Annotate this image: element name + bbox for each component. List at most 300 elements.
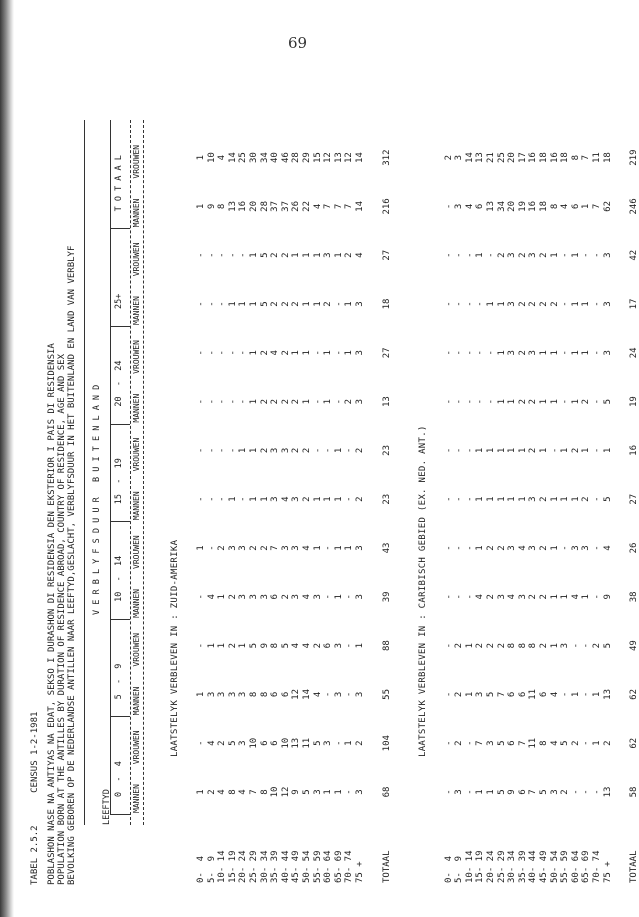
table-cell: 6 bbox=[517, 789, 528, 795]
table-cell: 8 bbox=[570, 154, 581, 161]
header-rule-mid bbox=[110, 120, 111, 815]
table-cell: 2 bbox=[291, 447, 302, 454]
table-cell: 4 bbox=[549, 740, 560, 746]
table-cell: - bbox=[196, 594, 206, 600]
table-cell: 5 bbox=[539, 789, 549, 795]
table-cell: - bbox=[464, 350, 475, 356]
table-cell: 1 bbox=[344, 740, 355, 746]
table-cell: - bbox=[312, 350, 323, 356]
table-cell: - bbox=[454, 301, 465, 307]
table-cell: - bbox=[196, 496, 206, 502]
row-age-label: 25- 29 bbox=[496, 850, 507, 883]
table-cell: 1 bbox=[507, 496, 518, 502]
table-cell: 1 bbox=[344, 301, 355, 307]
table-cell: 1 bbox=[549, 594, 560, 600]
table-cell: 1 bbox=[475, 789, 486, 795]
table-cell: 1 bbox=[302, 398, 312, 405]
table-cell: 4 bbox=[507, 594, 518, 600]
row-age-label: 35- 39 bbox=[270, 850, 281, 883]
table-cell: - bbox=[592, 350, 602, 356]
row-age-label: 15- 19 bbox=[475, 850, 486, 883]
row-age-label: 70- 74 bbox=[592, 850, 602, 883]
row-age-label: 70- 74 bbox=[344, 850, 355, 883]
table-cell: 2 bbox=[549, 301, 560, 307]
row-age-label: 30- 34 bbox=[259, 850, 270, 883]
table-cell: 18 bbox=[560, 152, 571, 164]
table-cell: 3 bbox=[486, 740, 496, 746]
table-cell: 1 bbox=[486, 496, 496, 502]
table-cell: 13 bbox=[475, 152, 486, 164]
table-cell: - bbox=[443, 642, 454, 649]
table-cell: - bbox=[217, 447, 228, 454]
table-cell: 1 bbox=[570, 398, 581, 405]
table-cell: 1 bbox=[259, 496, 270, 502]
table-cell-total: 216 bbox=[381, 198, 392, 215]
row-age-label: 20- 24 bbox=[238, 850, 249, 883]
table-cell: 2 bbox=[355, 740, 365, 746]
table-cell: 2 bbox=[539, 642, 549, 649]
table-cell: 1 bbox=[227, 301, 238, 307]
table-cell: 1 bbox=[517, 447, 528, 454]
table-cell: - bbox=[464, 789, 475, 795]
table-cell: 5 bbox=[602, 496, 613, 502]
table-cell-total: 55 bbox=[381, 688, 392, 700]
table-cell: 8 bbox=[539, 740, 549, 746]
table-cell: - bbox=[312, 398, 323, 405]
table-cell: 1 bbox=[560, 447, 571, 454]
table-cell: - bbox=[549, 447, 560, 454]
table-cell: 26 bbox=[291, 200, 302, 212]
table-cell: 1 bbox=[249, 496, 259, 502]
table-cell: 17 bbox=[517, 152, 528, 164]
table-cell: 2 bbox=[496, 642, 507, 649]
table-cell: 3 bbox=[454, 789, 465, 795]
table-cell: 8 bbox=[259, 691, 270, 698]
table-cell: - bbox=[217, 398, 228, 405]
table-cell: 1 bbox=[570, 496, 581, 502]
table-cell: - bbox=[454, 545, 465, 551]
table-cell: 2 bbox=[355, 496, 365, 502]
row-age-label: 55- 59 bbox=[312, 850, 323, 883]
table-cell: 16 bbox=[238, 200, 249, 212]
table-cell: 3 bbox=[507, 301, 518, 307]
table-cell-total: 26 bbox=[629, 542, 639, 554]
table-cell: 2 bbox=[539, 496, 549, 502]
table-cell: 2 bbox=[270, 252, 281, 258]
table-cell: 4 bbox=[464, 203, 475, 210]
table-cell: 2 bbox=[539, 301, 549, 307]
table-cell: 1 bbox=[486, 447, 496, 454]
row-age-label: 20- 24 bbox=[486, 850, 496, 883]
table-cell: - bbox=[592, 398, 602, 405]
table-cell: - bbox=[323, 691, 334, 698]
table-cell: 8 bbox=[528, 642, 539, 649]
table-id: TABEL 2.5.2 bbox=[30, 825, 40, 885]
table-cell: 1 bbox=[333, 252, 344, 258]
table-cell: - bbox=[454, 496, 465, 502]
table-cell: 3 bbox=[454, 154, 465, 161]
row-age-label: 50- 54 bbox=[302, 850, 312, 883]
table-cell: 4 bbox=[206, 594, 217, 600]
table-cell: 4 bbox=[291, 642, 302, 649]
title-dutch: BEVOLKING GEBOREN OP DE NEDERLANDSE ANTILLEN NAAR LEEFTYD,GESLACHT, VERBLYFSDUUR IN HET BUITENLAND EN LAND VAN VERBLYF bbox=[67, 245, 77, 885]
row-age-label: 10- 14 bbox=[464, 850, 475, 883]
table-heading bbox=[30, 712, 40, 885]
table-cell: - bbox=[344, 447, 355, 454]
table-cell: - bbox=[454, 594, 465, 600]
table-cell: 10 bbox=[280, 737, 291, 749]
table-cell-total: 49 bbox=[629, 640, 639, 652]
table-cell: - bbox=[196, 350, 206, 356]
row-age-label: 0- 4 bbox=[196, 855, 206, 883]
table-cell: - bbox=[592, 496, 602, 502]
table-cell-total: 19 bbox=[629, 396, 639, 408]
table-cell: 5 bbox=[496, 789, 507, 795]
table-cell: 12 bbox=[291, 688, 302, 700]
table-cell: 1 bbox=[581, 447, 592, 454]
table-cell: 3 bbox=[355, 398, 365, 405]
table-cell: 3 bbox=[528, 545, 539, 551]
row-age-label: 5- 9 bbox=[206, 855, 217, 883]
table-cell: 6 bbox=[270, 594, 281, 600]
table-cell: - bbox=[323, 447, 334, 454]
table-cell: 2 bbox=[291, 301, 302, 307]
table-cell: - bbox=[443, 691, 454, 698]
table-cell: 10 bbox=[206, 152, 217, 164]
table-cell: 3 bbox=[227, 691, 238, 698]
page-number: 69 bbox=[288, 34, 308, 52]
vrouwen-header: VROUWEN bbox=[132, 340, 141, 374]
table-cell: 13 bbox=[333, 152, 344, 164]
table-cell: 8 bbox=[507, 642, 518, 649]
row-age-label: 30- 34 bbox=[507, 850, 518, 883]
table-cell: 13 bbox=[602, 688, 613, 700]
census-label: CENSUS 1-2-1981 bbox=[30, 711, 40, 793]
table-cell: 4 bbox=[280, 496, 291, 502]
table-cell: 8 bbox=[549, 203, 560, 210]
table-cell: 1 bbox=[249, 447, 259, 454]
group-divider bbox=[110, 424, 130, 425]
table-cell: - bbox=[344, 642, 355, 649]
table-cell: 62 bbox=[602, 200, 613, 212]
table-cell: 4 bbox=[302, 642, 312, 649]
table-cell: 9 bbox=[507, 789, 518, 795]
table-cell-total: 68 bbox=[381, 786, 392, 798]
table-cell: 1 bbox=[475, 496, 486, 502]
table-cell: - bbox=[592, 545, 602, 551]
table-cell: 1 bbox=[581, 350, 592, 356]
table-cell: 29 bbox=[302, 152, 312, 164]
table-cell: 1 bbox=[249, 398, 259, 405]
table-cell: 1 bbox=[486, 789, 496, 795]
title-papiamentu: POBLASHON NASE NA ANTIYAS NA EDAT, SEKSO I DURASHON DI RESIDENSIA DEN EKSTERIOR I PAIS DI RESIDENSIA bbox=[47, 343, 57, 885]
table-cell: 3 bbox=[560, 642, 571, 649]
section-label: LAATSTELYK VERBLEVEN IN : CARIBISCH GEBIED (EX. NED. ANT.) bbox=[417, 425, 428, 757]
table-cell-total: 27 bbox=[381, 347, 392, 359]
table-cell: 9 bbox=[602, 594, 613, 600]
table-cell: - bbox=[333, 398, 344, 405]
table-cell: - bbox=[486, 398, 496, 405]
table-cell: 4 bbox=[312, 691, 323, 698]
table-cell-total: 88 bbox=[381, 640, 392, 652]
table-cell: 5 bbox=[312, 740, 323, 746]
row-age-label: 55- 59 bbox=[560, 850, 571, 883]
table-cell: 2 bbox=[581, 496, 592, 502]
table-cell: - bbox=[206, 301, 217, 307]
table-cell: 3 bbox=[270, 496, 281, 502]
table-cell: - bbox=[196, 447, 206, 454]
table-cell: 1 bbox=[291, 350, 302, 356]
group-divider bbox=[110, 228, 130, 229]
table-cell: 1 bbox=[196, 203, 206, 210]
table-cell: 3 bbox=[291, 545, 302, 551]
table-cell: 5 bbox=[227, 740, 238, 746]
group-divider bbox=[110, 521, 130, 522]
table-cell: 20 bbox=[249, 200, 259, 212]
table-cell: 2 bbox=[259, 447, 270, 454]
table-cell: - bbox=[238, 398, 249, 405]
table-cell: 18 bbox=[539, 152, 549, 164]
table-cell: 1 bbox=[217, 642, 228, 649]
table-cell: 2 bbox=[602, 740, 613, 746]
vrouwen-header: VROUWEN bbox=[132, 437, 141, 472]
table-cell: - bbox=[217, 252, 228, 258]
table-cell: - bbox=[560, 301, 571, 307]
table-cell: 1 bbox=[196, 154, 206, 161]
table-cell: 1 bbox=[570, 691, 581, 698]
table-cell: - bbox=[475, 301, 486, 307]
table-cell: 16 bbox=[528, 152, 539, 164]
table-cell: 2 bbox=[249, 545, 259, 551]
table-cell: 20 bbox=[507, 152, 518, 164]
table-cell: 5 bbox=[602, 398, 613, 405]
table-cell-total: 16 bbox=[629, 444, 639, 456]
table-cell-total: 219 bbox=[629, 149, 639, 166]
row-age-label: 35- 39 bbox=[517, 850, 528, 883]
table-cell: 1 bbox=[496, 398, 507, 405]
table-cell: 7 bbox=[475, 740, 486, 746]
table-cell: 1 bbox=[333, 545, 344, 551]
table-cell: - bbox=[581, 740, 592, 746]
table-cell: 1 bbox=[323, 350, 334, 356]
table-cell: 1 bbox=[549, 545, 560, 551]
table-cell: - bbox=[581, 691, 592, 698]
table-cell: - bbox=[196, 642, 206, 649]
table-cell: 2 bbox=[344, 398, 355, 405]
row-age-label: 45- 49 bbox=[539, 850, 549, 883]
table-cell: 2 bbox=[581, 398, 592, 405]
row-total-label: TOTAAL bbox=[629, 850, 639, 883]
row-age-label: 40- 44 bbox=[528, 850, 539, 883]
table-cell: 3 bbox=[227, 545, 238, 551]
table-cell: 4 bbox=[302, 594, 312, 600]
table-cell: 1 bbox=[549, 252, 560, 258]
table-cell: - bbox=[570, 642, 581, 649]
table-cell: 2 bbox=[280, 398, 291, 405]
table-cell: 7 bbox=[333, 203, 344, 210]
table-cell: 1 bbox=[333, 496, 344, 502]
table-cell: 6 bbox=[507, 740, 518, 746]
table-cell: 1 bbox=[496, 301, 507, 307]
row-age-label: 60- 64 bbox=[323, 850, 334, 883]
table-cell: - bbox=[454, 447, 465, 454]
table-cell: 2 bbox=[280, 594, 291, 600]
table-cell: 2 bbox=[280, 350, 291, 356]
table-cell: 20 bbox=[507, 200, 518, 212]
table-cell: 3 bbox=[280, 545, 291, 551]
row-age-label: 40- 44 bbox=[280, 850, 291, 883]
table-cell: 2 bbox=[517, 350, 528, 356]
table-cell: 6 bbox=[507, 691, 518, 698]
table-cell: 3 bbox=[238, 691, 249, 698]
table-cell: 2 bbox=[570, 740, 581, 746]
table-cell: 3 bbox=[333, 691, 344, 698]
group-label: 5 - 9 bbox=[114, 663, 124, 700]
table-cell: 12 bbox=[280, 786, 291, 798]
group-divider bbox=[110, 619, 130, 620]
table-cell: 15 bbox=[312, 152, 323, 164]
table-cell: - bbox=[206, 350, 217, 356]
table-cell: 7 bbox=[249, 789, 259, 795]
table-cell: - bbox=[206, 398, 217, 405]
table-cell: 2 bbox=[270, 301, 281, 307]
table-cell: 1 bbox=[196, 545, 206, 551]
table-cell: 1 bbox=[333, 594, 344, 600]
table-cell: - bbox=[464, 594, 475, 600]
table-cell: 8 bbox=[270, 642, 281, 649]
table-cell: 2 bbox=[259, 350, 270, 356]
table-cell: 3 bbox=[475, 691, 486, 698]
table-cell: 8 bbox=[217, 203, 228, 210]
row-age-label: 50- 54 bbox=[549, 850, 560, 883]
mannen-header: MANNEN bbox=[132, 198, 141, 228]
table-cell: 2 bbox=[454, 740, 465, 746]
table-cell: 2 bbox=[217, 740, 228, 746]
table-cell: 2 bbox=[323, 301, 334, 307]
row-age-label: 65- 69 bbox=[333, 850, 344, 883]
table-cell: - bbox=[443, 203, 454, 210]
table-cell-total: 23 bbox=[381, 444, 392, 456]
mannen-header: MANNEN bbox=[132, 491, 141, 521]
table-cell: 10 bbox=[270, 786, 281, 798]
table-cell: 1 bbox=[581, 203, 592, 210]
table-cell: 1 bbox=[323, 398, 334, 405]
table-cell: 1 bbox=[323, 496, 334, 502]
verblyfsduur-header: V E R B L Y F S D U U R B U I T E N L A N D bbox=[92, 384, 102, 615]
table-cell: - bbox=[196, 301, 206, 307]
table-cell: 3 bbox=[581, 545, 592, 551]
table-cell: 1 bbox=[291, 252, 302, 258]
table-cell: - bbox=[443, 252, 454, 258]
leeftyd-header: LEEFTYD bbox=[102, 789, 112, 825]
table-cell: 5 bbox=[302, 789, 312, 795]
table-cell: - bbox=[333, 740, 344, 746]
table-cell: - bbox=[454, 252, 465, 258]
table-cell: 14 bbox=[355, 200, 365, 212]
header-rule-top bbox=[84, 120, 85, 825]
table-cell: - bbox=[443, 447, 454, 454]
table-cell: 1 bbox=[249, 301, 259, 307]
table-cell: 3 bbox=[217, 691, 228, 698]
table-cell: - bbox=[443, 398, 454, 405]
table-cell: 1 bbox=[517, 496, 528, 502]
table-cell: 1 bbox=[486, 301, 496, 307]
table-cell: 1 bbox=[560, 496, 571, 502]
table-cell: 2 bbox=[560, 789, 571, 795]
table-cell: 1 bbox=[249, 252, 259, 258]
table-cell: 6 bbox=[323, 642, 334, 649]
table-cell: 1 bbox=[539, 447, 549, 454]
table-cell: 8 bbox=[227, 789, 238, 795]
table-cell: 2 bbox=[539, 252, 549, 258]
table-cell: 1 bbox=[227, 496, 238, 502]
table-cell: 2 bbox=[355, 447, 365, 454]
table-cell: 14 bbox=[464, 152, 475, 164]
table-cell: 11 bbox=[528, 737, 539, 749]
table-cell: 1 bbox=[196, 691, 206, 698]
mannen-header: MANNEN bbox=[132, 686, 141, 716]
table-cell: - bbox=[464, 545, 475, 551]
table-cell-total: 18 bbox=[381, 298, 392, 310]
table-cell: 9 bbox=[291, 789, 302, 795]
table-cell: 1 bbox=[344, 350, 355, 356]
table-cell: 3 bbox=[291, 594, 302, 600]
table-cell: - bbox=[206, 496, 217, 502]
table-cell: 1 bbox=[323, 789, 334, 795]
table-cell: - bbox=[592, 789, 602, 795]
group-label: 25+ bbox=[114, 293, 124, 309]
table-cell: - bbox=[464, 740, 475, 746]
table-cell: 6 bbox=[570, 203, 581, 210]
table-cell: 2 bbox=[217, 545, 228, 551]
table-cell: 7 bbox=[528, 789, 539, 795]
table-cell: - bbox=[238, 496, 249, 502]
table-cell: - bbox=[443, 594, 454, 600]
table-cell: 6 bbox=[517, 691, 528, 698]
table-cell: 7 bbox=[270, 545, 281, 551]
table-cell: - bbox=[560, 398, 571, 405]
header-rule-bottom bbox=[130, 120, 131, 825]
table-cell: 6 bbox=[259, 740, 270, 746]
table-cell: 1 bbox=[570, 252, 581, 258]
table-cell-total: 58 bbox=[629, 786, 639, 798]
table-cell-total: 17 bbox=[629, 298, 639, 310]
table-cell: 2 bbox=[291, 398, 302, 405]
vrouwen-header: VROUWEN bbox=[132, 144, 141, 179]
table-cell-total: 24 bbox=[629, 347, 639, 359]
table-cell: 1 bbox=[549, 496, 560, 502]
table-cell: 18 bbox=[602, 152, 613, 164]
table-cell: 2 bbox=[280, 301, 291, 307]
mannen-header: MANNEN bbox=[132, 588, 141, 618]
table-cell: 8 bbox=[517, 642, 528, 649]
table-cell: 2 bbox=[454, 691, 465, 698]
table-cell: 14 bbox=[355, 152, 365, 164]
table-cell: 4 bbox=[560, 203, 571, 210]
table-cell: 5 bbox=[259, 301, 270, 307]
table-cell: - bbox=[217, 496, 228, 502]
table-cell: 2 bbox=[528, 594, 539, 600]
table-cell: 3 bbox=[355, 301, 365, 307]
group-label: T O T A A L bbox=[114, 155, 124, 212]
row-age-label: 60- 64 bbox=[570, 850, 581, 883]
table-cell: - bbox=[581, 252, 592, 258]
table-cell: 3 bbox=[238, 594, 249, 600]
table-cell: 3 bbox=[270, 447, 281, 454]
table-cell: - bbox=[570, 789, 581, 795]
table-cell: 34 bbox=[259, 152, 270, 164]
table-cell-total: 312 bbox=[381, 149, 392, 166]
